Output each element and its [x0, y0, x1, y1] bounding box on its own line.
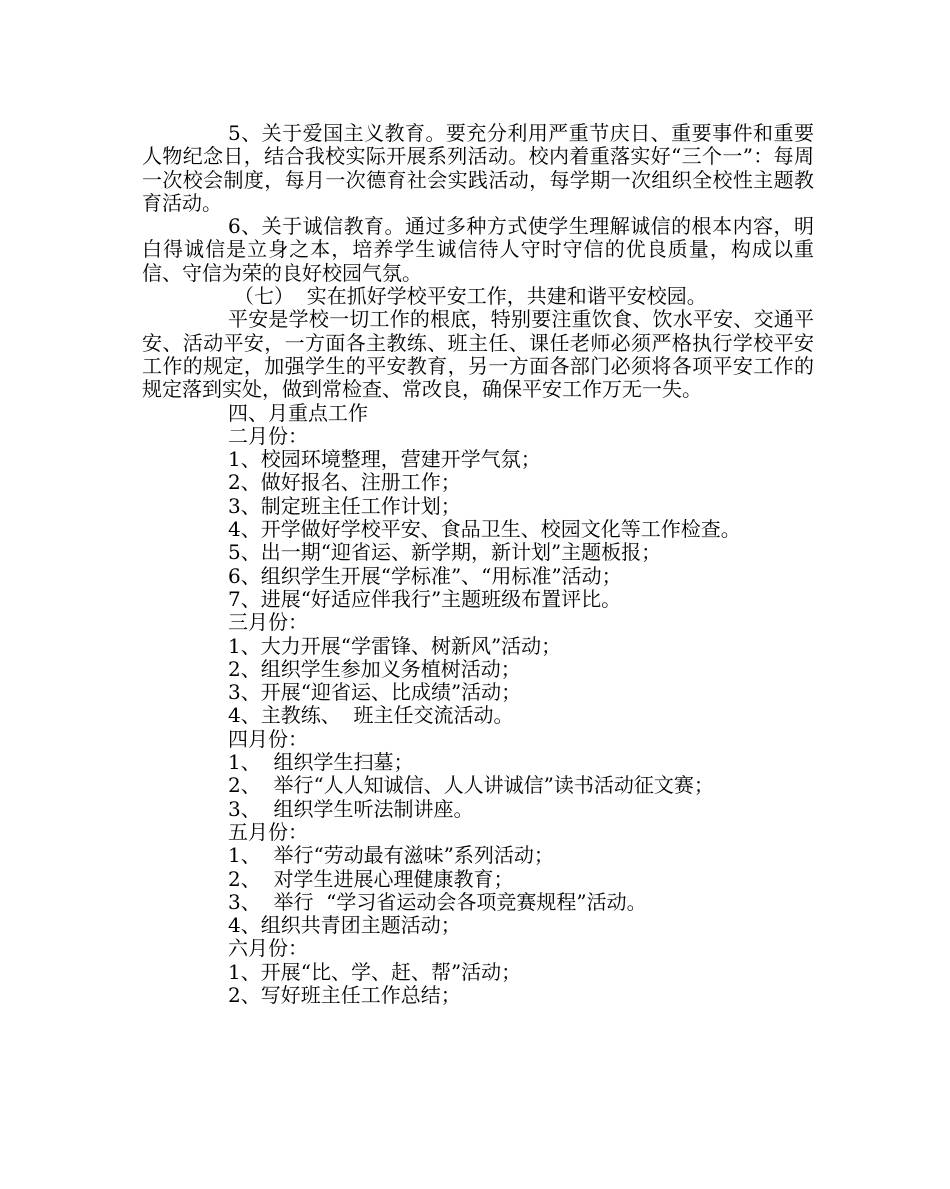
list-item: 6、组织学生开展“学标准”、“用标准”活动；: [228, 563, 622, 588]
month-title-march: 三月份：: [228, 610, 308, 635]
month-title-may: 五月份：: [228, 819, 308, 844]
list-item: 2、 对学生进展心理健康教育；: [228, 866, 514, 891]
list-item: 1、大力开展“学雷锋、树新风”活动；: [228, 633, 562, 658]
list-item: 2、组织学生参加义务植树活动；: [228, 656, 521, 681]
document-body: [142, 122, 814, 1007]
paragraph-patriotic-education: 5、关于爱国主义教育。要充分利用严重节庆日、重要事件和重要人物纪念日，结合我校实际开展系列活动。校内着重落实好“三个一”：每周一次校会制度，每月一次德育社会实践活动，每学期一次组织全校性主题教育活动。: [142, 121, 814, 215]
list-item: 5、出一期“迎省运、新学期，新计划”主题板报；: [228, 540, 662, 565]
section-7-heading: （七） 实在抓好学校平安工作，共建和谐平安校园。: [234, 284, 707, 309]
list-item: 3、开展“迎省运、比成绩”活动；: [228, 680, 522, 705]
list-item: 4、开学做好学校平安、食品卫生、校园文化等工作检查。: [228, 517, 741, 542]
month-title-june: 六月份：: [228, 936, 308, 961]
list-item: 2、 举行“人人知诚信、人人讲诚信”读书活动征文赛；: [228, 773, 714, 798]
list-item: 4、组织共青团主题活动；: [228, 913, 461, 938]
list-item: 1、开展“比、学、赶、帮”活动；: [228, 959, 522, 984]
list-item: 7、进展“好适应伴我行”主题班级布置评比。: [228, 586, 622, 611]
list-item: 1、 举行“劳动最有滋味”系列活动；: [228, 843, 554, 868]
list-item: 3、 组织学生听法制讲座。: [228, 796, 474, 821]
month-title-april: 四月份：: [228, 726, 308, 751]
list-item: 3、制定班主任工作计划；: [228, 493, 461, 518]
list-item: 1、 组织学生扫墓；: [228, 750, 414, 775]
paragraph-safety-work: 平安是学校一切工作的根底，特别要注重饮食、饮水平安、交通平安、活动平安，一方面各主教练、班主任、课任老师必须严格执行学校平安工作的规定，加强学生的平安教育，另一方面各部门必须将各项平安工作的规定落到实处，做到常检查、常改良，确保平安工作万无一失。: [142, 307, 814, 402]
list-item: 4、主教练、 班主任交流活动。: [228, 703, 514, 728]
list-item: 2、做好报名、注册工作；: [228, 470, 461, 495]
section-4-heading: 四、月重点工作: [228, 400, 368, 425]
list-item: 3、 举行 “学习省运动会各项竞赛规程”活动。: [228, 889, 647, 914]
list-item: 2、写好班主任工作总结；: [228, 982, 461, 1007]
month-title-february: 二月份：: [228, 423, 308, 448]
list-item: 1、校园环境整理，营建开学气氛；: [228, 447, 541, 472]
paragraph-integrity-education: 6、关于诚信教育。通过多种方式使学生理解诚信的根本内容，明白得诚信是立身之本，培养学生诚信待人守时守信的优良质量，构成以重信、守信为荣的良好校园气氛。: [142, 214, 814, 285]
